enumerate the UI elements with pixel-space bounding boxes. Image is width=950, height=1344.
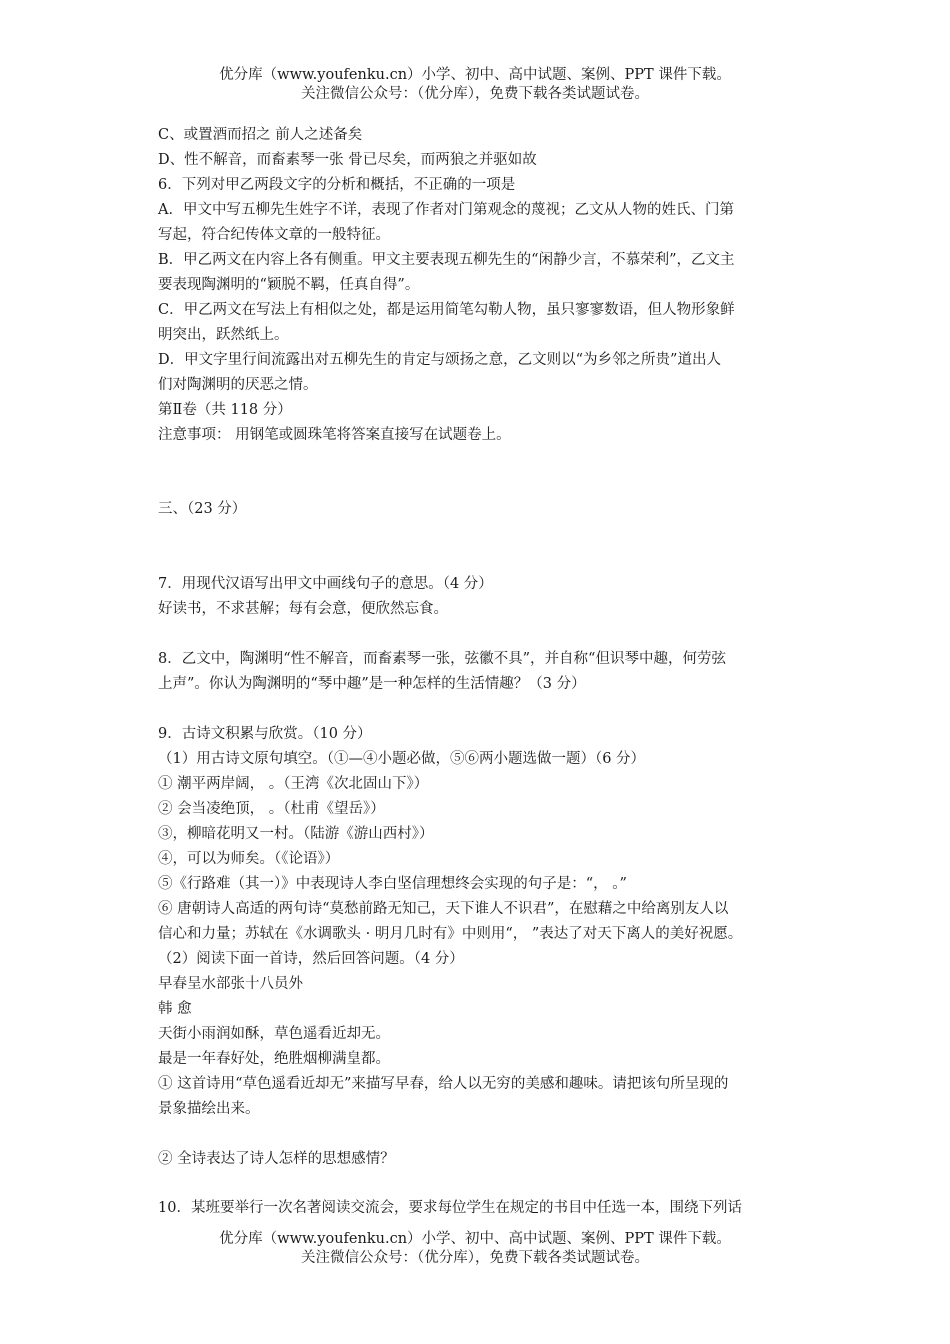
q6-option-a-line-2: 写起，符合纪传体文章的一般特征。 bbox=[158, 227, 390, 243]
q6-option-a-line-1: A．甲文中写五柳先生姓字不详，表现了作者对门第观念的蔑视；乙文从人物的姓氏、门第 bbox=[158, 202, 734, 218]
q9-blank-3: ③，柳暗花明又一村。（陆游《游山西村》） bbox=[158, 826, 434, 842]
q9-blank-5: ⑤《行路难（其一）》中表现诗人李白坚信理想终会实现的句子是：“， 。” bbox=[158, 876, 627, 892]
footer-line-2: 关注微信公众号：（优分库），免费下载各类试题试卷。 bbox=[301, 1250, 649, 1266]
q9-part-2: （2）阅读下面一首诗，然后回答问题。（4 分） bbox=[158, 951, 464, 967]
poem-line-1: 天街小雨润如酥，草色遥看近却无。 bbox=[158, 1026, 390, 1042]
notice-line: 注意事项： 用钢笔或圆珠笔将答案直接写在试题卷上。 bbox=[158, 427, 511, 443]
page-header bbox=[0, 66, 950, 104]
poem-line-2: 最是一年春好处，绝胜烟柳满皇都。 bbox=[158, 1051, 390, 1067]
header-line-2: 关注微信公众号：（优分库），免费下载各类试题试卷。 bbox=[301, 86, 649, 102]
poem-author: 韩 愈 bbox=[158, 1001, 192, 1017]
question-7: 7．用现代汉语写出甲文中画线句子的意思。（4 分） bbox=[158, 576, 493, 592]
q9-blank-4: ④，可以为师矣。（《论语》） bbox=[158, 851, 340, 867]
q6-option-b-line-1: B．甲乙两文在内容上各有侧重。甲文主要表现五柳先生的“闲静少言，不慕荣利”，乙文主 bbox=[158, 252, 735, 268]
q9-blank-6-line-1: ⑥ 唐朝诗人高适的两句诗“莫愁前路无知己，天下谁人不识君”，在慰藉之中给离别友人以 bbox=[158, 901, 729, 917]
question-6: 6．下列对甲乙两段文字的分析和概括，不正确的一项是 bbox=[158, 177, 516, 193]
question-8-line-2: 上声”。你认为陶渊明的“琴中趣”是一种怎样的生活情趣？（3 分） bbox=[158, 676, 586, 692]
footer-line-1: 优分库（www.youfenku.cn）小学、初中、高中试题、案例、PPT 课件下载。 bbox=[219, 1231, 731, 1247]
header-line-1: 优分库（www.youfenku.cn）小学、初中、高中试题、案例、PPT 课件下载。 bbox=[219, 67, 731, 83]
q9-blank-2: ② 会当凌绝顶， 。（杜甫《望岳》） bbox=[158, 801, 385, 817]
option-c-line: C、或置酒而招之 前人之述备矣 bbox=[158, 127, 363, 143]
q9-blank-1: ① 潮平两岸阔， 。（王湾《次北固山下》） bbox=[158, 776, 429, 792]
poem-title: 早春呈水部张十八员外 bbox=[158, 976, 303, 992]
q6-option-d-line-1: D．甲文字里行间流露出对五柳先生的肯定与颂扬之意，乙文则以“为乡邻之所贵”道出人 bbox=[158, 352, 721, 368]
section-3-heading: 三、（23 分） bbox=[158, 501, 247, 517]
option-d-line: D、性不解音，而畜素琴一张 骨已尽矣，而两狼之并驱如故 bbox=[158, 152, 537, 168]
poem-question-2: ② 全诗表达了诗人怎样的思想感情？ bbox=[158, 1151, 395, 1167]
poem-question-1-line-2: 景象描绘出来。 bbox=[158, 1101, 260, 1117]
question-9: 9．古诗文积累与欣赏。（10 分） bbox=[158, 726, 372, 742]
q6-option-b-line-2: 要表现陶渊明的“颖脱不羁，任真自得”。 bbox=[158, 277, 420, 293]
q6-option-d-line-2: 们对陶渊明的厌恶之情。 bbox=[158, 377, 318, 393]
q9-part-1: （1）用古诗文原句填空。（①—④小题必做，⑤⑥两小题选做一题）（6 分） bbox=[158, 751, 646, 767]
q7-sentence: 好读书，不求甚解；每有会意，便欣然忘食。 bbox=[158, 601, 448, 617]
page-footer bbox=[0, 1230, 950, 1268]
poem-question-1-line-1: ① 这首诗用“草色遥看近却无”来描写早春，给人以无穷的美感和趣味。请把该句所呈现的 bbox=[158, 1076, 729, 1092]
q6-option-c-line-2: 明突出，跃然纸上。 bbox=[158, 327, 289, 343]
q9-blank-6-line-2: 信心和力量；苏轼在《水调歌头 · 明月几时有》中则用“， ”表达了对天下离人的美好祝愿。 bbox=[158, 926, 743, 942]
question-10: 10．某班要举行一次名著阅读交流会，要求每位学生在规定的书目中任选一本，围绕下列话 bbox=[158, 1200, 742, 1216]
volume-2-heading: 第Ⅱ卷（共 118 分） bbox=[158, 402, 292, 418]
q6-option-c-line-1: C．甲乙两文在写法上有相似之处，都是运用简笔勾勒人物，虽只寥寥数语，但人物形象鲜 bbox=[158, 302, 735, 318]
question-8-line-1: 8．乙文中，陶渊明“性不解音，而畜素琴一张，弦徽不具”，并自称“但识琴中趣，何劳弦 bbox=[158, 651, 726, 667]
